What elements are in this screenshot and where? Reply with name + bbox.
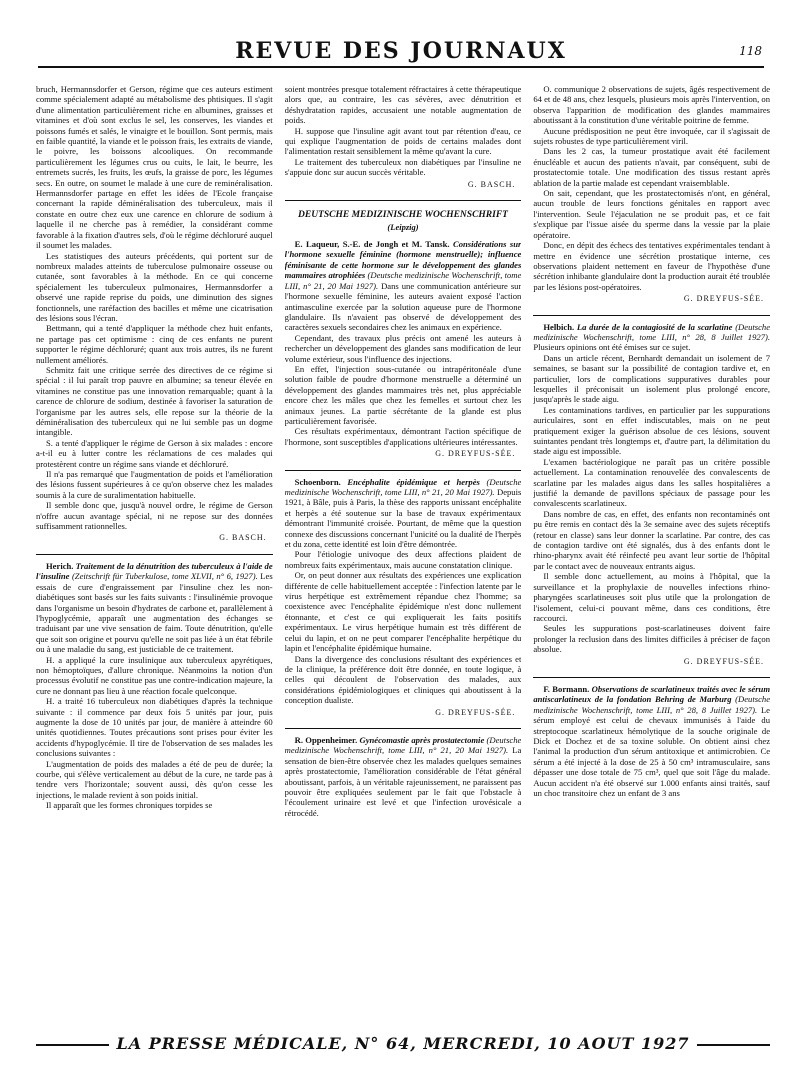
paragraph: L'augmentation de poids des malades a été de peu de durée; la courbe, qui s'élève verticalement au début de la cure, ne tarde pas à tendre vers l'horizontale; souvent aussi, dès qu'on cesse les injections, le malade revient à son poids initial.	[36, 758, 273, 800]
article-title: Encéphalite épidémique et herpès	[347, 476, 487, 487]
paragraph: Aucune prédisposition ne peut être invoquée, car il s'agissait de sujets robustes de type particulièrement viril.	[533, 125, 771, 147]
article-source: (Deutsche medizinische Wochenschrift, tome LIII, n° 21, 20 Mai 1927).	[284, 476, 522, 497]
paragraph: Les statistiques des auteurs précédents, qui portent sur de nombreux malades atteints de tuberculose pulmonaire osseuse ou cutanée, sont favorables à la méthode. En ce qui concerne spécialement les tuberculeux pulmonaires, Hermannsdorfer a observé une rapide reprise du poids, une diminution des signes fonctionnels, une raréfaction des bacilles et même une cicatrisation des lésions sous l'écran.	[36, 250, 273, 323]
paragraph: Dans nombre de cas, en effet, des enfants non recontaminés ont pu être remis en contact dès la 3e semaine avec des sujets réceptifs (retour en classe) sans leur donner la scarlatine. Par contre, des cas de contagion tardive ont été signalés, dus à des enfants dont le rhino-pharynx avait été réinfecté peu avant leur sortie de l'hôpital par le contact avec de nouveaux entrants aigus.	[533, 508, 771, 571]
article-continued-herich	[285, 84, 522, 190]
article-author: F. Bormann.	[543, 683, 592, 694]
footer-text-wrap	[36, 1034, 770, 1053]
paragraph: H. suppose que l'insuline agit avant tout par rétention d'eau, ce qui explique l'augmentation de poids de certains malades dont l'alimentation restait sensiblement la même qu'avant la cure.	[284, 125, 522, 157]
paragraph: On sait, cependant, que les prostatectomisés n'ont, en général, aucun trouble de leurs fonctions génitales en rapport avec l'intervention. Seule l'éjaculation ne se produit pas, et ce fait s'explique par l'issue aisée du sperme dans la vessie par la plaie opératoire.	[533, 188, 771, 240]
paragraph: Dans un article récent, Bernhardt demandait un isolement de 7 semaines, se basant sur la possibilité de contagion tardive et, en particulier, lors de complications suppuratives durables pour lesquelles il préconisait un isolement plus prolongé encore, jusqu'après le stade aigu.	[533, 352, 771, 405]
article-herich	[36, 554, 273, 811]
paragraph: Il apparaît que les formes chroniques torpides se	[46, 800, 213, 811]
article-heading	[285, 239, 522, 333]
paragraph: S. a tenté d'appliquer le régime de Gerson à six malades : encore a-t-il eu à lutter contre les réclamations de ces malades qui protestèrent contre un régime sans viande et déchloruré.	[36, 437, 273, 469]
article-heading	[533, 684, 770, 798]
paragraph: Dans une communication antérieure sur l'hormone sexuelle féminine, les auteurs avaient exposé l'action antimasculine exercée par la solution aqueuse pure de l'hormone glandulaire. Ils n'avaient pas observé de développement des caractères sexuels secondaires chez les animaux en expérience.	[284, 280, 522, 333]
paragraph: En effet, l'injection sous-cutanée ou intrapéritonéale d'une solution faible de poudre d'hormone menstruelle a déterminé un développement des glandes mammaires très net, plus appréciable encore chez les mâles que chez les femelles et surtout chez les animaux jeunes. La partie sécrétante de la glande est plus particulièrement favorisée.	[284, 363, 522, 426]
article-source: (Deutsche medizinische Wochenschrift, tome LIII, n° 28, 8 Juillet 1927).	[533, 694, 771, 715]
signature: G. DREYFUS-SÉE.	[435, 707, 516, 717]
article-title: Observations de scarlatineux traités avec le sérum antiscarlatineux de la fondation Behring de Marburg	[533, 683, 771, 705]
article-oppenheimer	[285, 728, 522, 818]
article-source: (Deutsche medizinische Wochenschrift, tome LIII, n° 21, 20 Mai 1927).	[284, 270, 522, 291]
paragraph: Il semble donc que, jusqu'à nouvel ordre, le régime de Gerson n'offre aucun avantage spécial, ni ne repose sur des données suffisamment rationnelles.	[36, 500, 273, 532]
column-1	[36, 84, 273, 1024]
column-3	[533, 84, 770, 1024]
paragraph: O. communique 2 observations de sujets, âgés respectivement de 64 et de 48 ans, chez lesquels, plusieurs mois après l'intervention, on observa l'apparition de modification des glandes mammaires aboutissant à la constitution d'une véritable poitrine de femme.	[533, 84, 771, 126]
article-heading	[285, 735, 522, 818]
page-number: 118	[739, 44, 762, 58]
column-2	[285, 84, 522, 1024]
paragraph: Dans la divergence des conclusions résultant des expériences et de la clinique, la préférence doit être donnée, en toute logique, à celles qui découlent de l'observation des malades, aux considérations épidémiologiques et cliniques qui aboutissent à la conception dualiste.	[284, 653, 522, 706]
article-helbich	[533, 315, 770, 667]
paragraph: H. a traité 16 tuberculeux non diabétiques d'après la technique suivante : il commence par deux fois 5 unités par jour, puis augmente la dose de 10 unités par jour, de manière à atteindre 60 unités quotidiennes. Toutes précautions sont prises pour éviter les accidents d'hypoglycémie. Il tire de l'observation de ses malades les conclusions suivantes :	[36, 696, 273, 759]
paragraph: Depuis 1921, à Bâle, puis à Paris, la thèse des rapports unissant encéphalite et herpès a été soutenue sur la base de travaux expérimentaux démontrant l'immunité croisée. Pourtant, de même que la question connexe des discussions concernant l'unicité ou la dualité de l'herpès et du zona, cette identité est loin d'être démontrée.	[284, 487, 522, 550]
paragraph: Cependant, des travaux plus précis ont amené les auteurs à rechercher un développement des glandes sans modification de leur volume extérieur, sous l'influence des injections.	[284, 332, 522, 364]
signature: G. DREYFUS-SÉE.	[683, 294, 765, 304]
signature: G. DREYFUS-SÉE.	[435, 449, 516, 459]
journal-section-title: REVUE DES JOURNAUX	[235, 38, 567, 64]
article-author: Herich.	[46, 560, 76, 571]
article-continued-oppenheimer	[533, 84, 770, 305]
paragraph: Schmitz fait une critique serrée des directives de ce régime si spécial : il lui paraît trop pauvre en albumine; sa teneur élevée en vitamines ne constitue pas une innovation remarquable; quant à la carence de chlorure de sodium, destinée à favoriser la saturation de l'organisme par les autres sels, elle repose sur la théorie de la déminéralisation des tuberculeux qui ne lui semble pas un dogme intangible.	[36, 364, 273, 438]
paragraph: H. a appliqué la cure insulinique aux tuberculeux apyrétiques, non hémoptoïques, d'allure chronique. Néanmoins la notion d'un processus évolutif ne constitue pas une contre-indication majeure, la cure ne donnant pas lieu à une réaction focale quelconque.	[36, 654, 273, 696]
paragraph: Pour l'étiologie univoque des deux affections plaident de nombreux faits expérimentaux, mais aucune constatation clinique.	[284, 549, 522, 570]
paragraph: Seules les suppurations post-scarlatineuses doivent faire prolonger la reclusion dans des limites difficiles à préciser de façon absolue.	[533, 623, 771, 655]
paragraph: Or, on peut donner aux résultats des expériences une explication différente de celle habituellement acceptée : l'infection latente par le virus herpétique est extrêmement répandue chez l'homme; sa coexistence avec l'encéphalite épidémique n'est donc nullement étonnante, et c'est ce qui expliquerait les faits positifs expérimentaux. Le virus herpétique humain est très différent de celui du lapin, et on ne peut comparer l'encéphalite herpétique du lapin et l'encéphalite épidémique humaine.	[284, 570, 522, 654]
paragraph: Dans les 2 cas, la tumeur prostatique avait été facilement énucléable et aucun des patients n'avait, par conséquent, subi de prostatectomie totale. Une modification des tissus restant après ablation de la partie malade est cependant vraisemblable.	[533, 146, 771, 188]
paragraph: Les essais de cure d'engraissement par l'insuline chez les non-diabétiques sont basés sur les faits suivants : l'insulinémie provoque dans l'organisme un besoin d'hydrates de carbone et, parallèlement à l'hypoglycémie, apparaît une augmentation des échanges se traduisant par une vive sensation de faim. Toute dénutrition, qu'elle que soit son origine et pourvu qu'elle ne soit pas liée à un état fébrile ou à une maladie du sang, est justiciable de ce traitement.	[36, 571, 273, 655]
paragraph: bruch, Hermannsdorfer et Gerson, régime que ces auteurs estiment comme spécialement adapté au métabolisme des phtisiques. Il s'agit d'une alimentation particulièrement riche en albumines, graisses et vitamines et d'où sont exclus le sel, les conserves, les viandes et poissons fumés et salés, le vinaigre et le bouillon. Sont permis, mais en faible quantité, la viande et le poisson frais, les extraits de viande, le poivre, les boissons alcooliques. On recommande particulièrement les légumes crus ou cuits, le lait, le beurre, les entremets sucrés, les fruits, les œufs, la graisse de porc, les légumes secs. En outre, on soumet le malade à une cure de reminéralisation. Hermannsdorfer partage en effet les idées de l'Ecole française concernant la rapide déminéralisation des tuberculeux, mais il constate en outre chez eux une carence en chlorure de sodium à laquelle il ne cherche pas à remédier, la considérant comme favorable à la fixation d'autres sels, d'où le régime déchloruré auquel il soumet les malades.	[36, 84, 273, 251]
article-title: Gynécomastie après prostatectomie	[359, 734, 487, 745]
article-author: E. Laqueur, S.-E. de Jongh et M. Tansk.	[294, 239, 453, 250]
signature: G. BASCH.	[219, 533, 267, 543]
paragraph: L'examen bactériologique ne paraît pas un critère possible actuellement. La contamination renouvelée des convalescents de scarlatine par les malades aigus dans les salles hospitalières a justifié la demande de pavillons spéciaux de passage pour les convalescents scarlatineux.	[533, 456, 771, 509]
signature: G. DREYFUS-SÉE.	[683, 656, 765, 666]
paragraph: Donc, en dépit des échecs des tentatives expérimentales tendant à mettre en évidence une sécrétion prostatique interne, ces observations plaident nettement en faveur de l'hypothèse d'une sécrétion inhibante glandulaire dont la production aurait été troublée par les lésions post-opératoires.	[533, 240, 771, 292]
paragraph: soient montrées presque totalement réfractaires à cette thérapeutique alors que, au contraire, les cas sévères, avec dénutrition et déshydratation rapides, accusaient une notable augmentation de poids.	[284, 84, 522, 126]
paragraph: Les contaminations tardives, en particulier par les suppurations auriculaires, sont en effet indiscutables, mais on ne peut pratiquement exiger la guérison absolue de ces lésions, souvent suintantes pendant très longtemps et, d'autre part, la délimitation du stade aigu est impossible.	[533, 404, 771, 457]
article-title: La durée de la contagiosité de la scarlatine	[576, 321, 736, 332]
article-title: Considérations sur l'hormone sexuelle féminine (hormone menstruelle); influence féminisante de cette hormone sur le développement des glandes mammaires atrophiées	[284, 239, 522, 281]
running-header	[38, 36, 764, 68]
paragraph: Le sérum employé est celui de chevaux immunisés à l'aide du streptocoque scarlatineux hémolytique de la souche originale de Dick et Dochez et de sa toxine soluble. On obtient ainsi chez l'animal la production d'un sérum antitoxique et antimicrobien. Ce sérum a été injecté à la dose de 25 à 50 cm³ intramusculaire, sans dépasser une dose totale de 75 cm³, quel que soit l'âge du malade. Aucun accident n'a été observé sur 1.000 enfants ainsi traités, sauf un choc transitoire chez un enfant de 3 ans	[533, 704, 771, 798]
journal-name: DEUTSCHE MEDIZINISCHE WOCHENSCHRIFT	[298, 210, 508, 221]
article-author: Schoenborn.	[294, 476, 348, 487]
article-bormann	[533, 677, 770, 798]
article-source: (Zeitschrift für Tuberkulose, tome XLVII, n° 6, 1927).	[71, 571, 261, 582]
journal-city: (Leipzig)	[387, 222, 419, 233]
paragraph: Plusieurs opinions ont été émises sur ce sujet.	[533, 342, 691, 353]
article-heading	[36, 561, 273, 655]
article-laqueur	[285, 239, 522, 460]
article-source: (Deutsche medizinische Wochenschrift, tome LIII, n° 28, 8 Juillet 1927).	[533, 321, 771, 342]
text-columns	[36, 84, 770, 1024]
article-continued-gerson	[36, 84, 273, 544]
footer-text: LA PRESSE MÉDICALE, N° 64, MERCREDI, 10 AOUT 1927	[109, 1034, 698, 1053]
article-heading	[285, 477, 522, 550]
article-author: R. Oppenheimer.	[294, 734, 360, 745]
article-schoenborn	[285, 470, 522, 718]
article-title: Traitement de la dénutrition des tuberculeux à l'aide de l'insuline	[36, 560, 273, 582]
article-source: (Deutsche medizinische Wochenschrift, tome LIII, n° 21, 20 Mai 1927).	[284, 734, 522, 756]
paragraph: Il semble donc actuellement, au moins à l'hôpital, que la surveillance et la prophylaxie de nouvelles infections rhino-pharyngées scarlatineuses soit plus utile que la prolongation de l'isolement, celui-ci pouvant même, dans ces conditions, être raccourci.	[533, 571, 771, 623]
paragraph: Il n'a pas remarqué que l'augmentation de poids et l'amélioration des lésions fussent supérieures à ce qu'on observe chez les malades soumis à la cure de suralimentation habituelle.	[36, 469, 273, 500]
signature: G. BASCH.	[467, 179, 516, 189]
paragraph: La sensation de bien-être observée chez les malades quelques semaines après prostatectomie, l'amélioration considérable de l'état général aboutissant, parfois, à un véritable rajeunissement, ne paraissent pas pouvoir être expliquées seulement par le fait que l'obstacle à l'écoulement urinaire est levé et que l'infection urovésicale a rétrocédé.	[284, 745, 522, 818]
article-author: Helbich.	[543, 321, 577, 332]
article-heading	[533, 322, 770, 353]
paragraph: Bettmann, qui a tenté d'appliquer la méthode chez huit enfants, ne partage pas cet optimisme : cinq de ces enfants ne purent supporter le régime déchloruré; quant aux trois autres, ils ne furent nullement améliorés.	[36, 323, 273, 365]
paragraph: Ces résultats expérimentaux, démontrant l'action spécifique de l'hormone, sont susceptibles d'applications ultérieures intéressantes.	[284, 426, 522, 447]
paragraph: Le traitement des tuberculeux non diabétiques par l'insuline ne s'appuie donc sur aucun succès véritable.	[284, 156, 522, 178]
running-footer	[36, 1032, 770, 1058]
journal-heading	[285, 200, 522, 233]
